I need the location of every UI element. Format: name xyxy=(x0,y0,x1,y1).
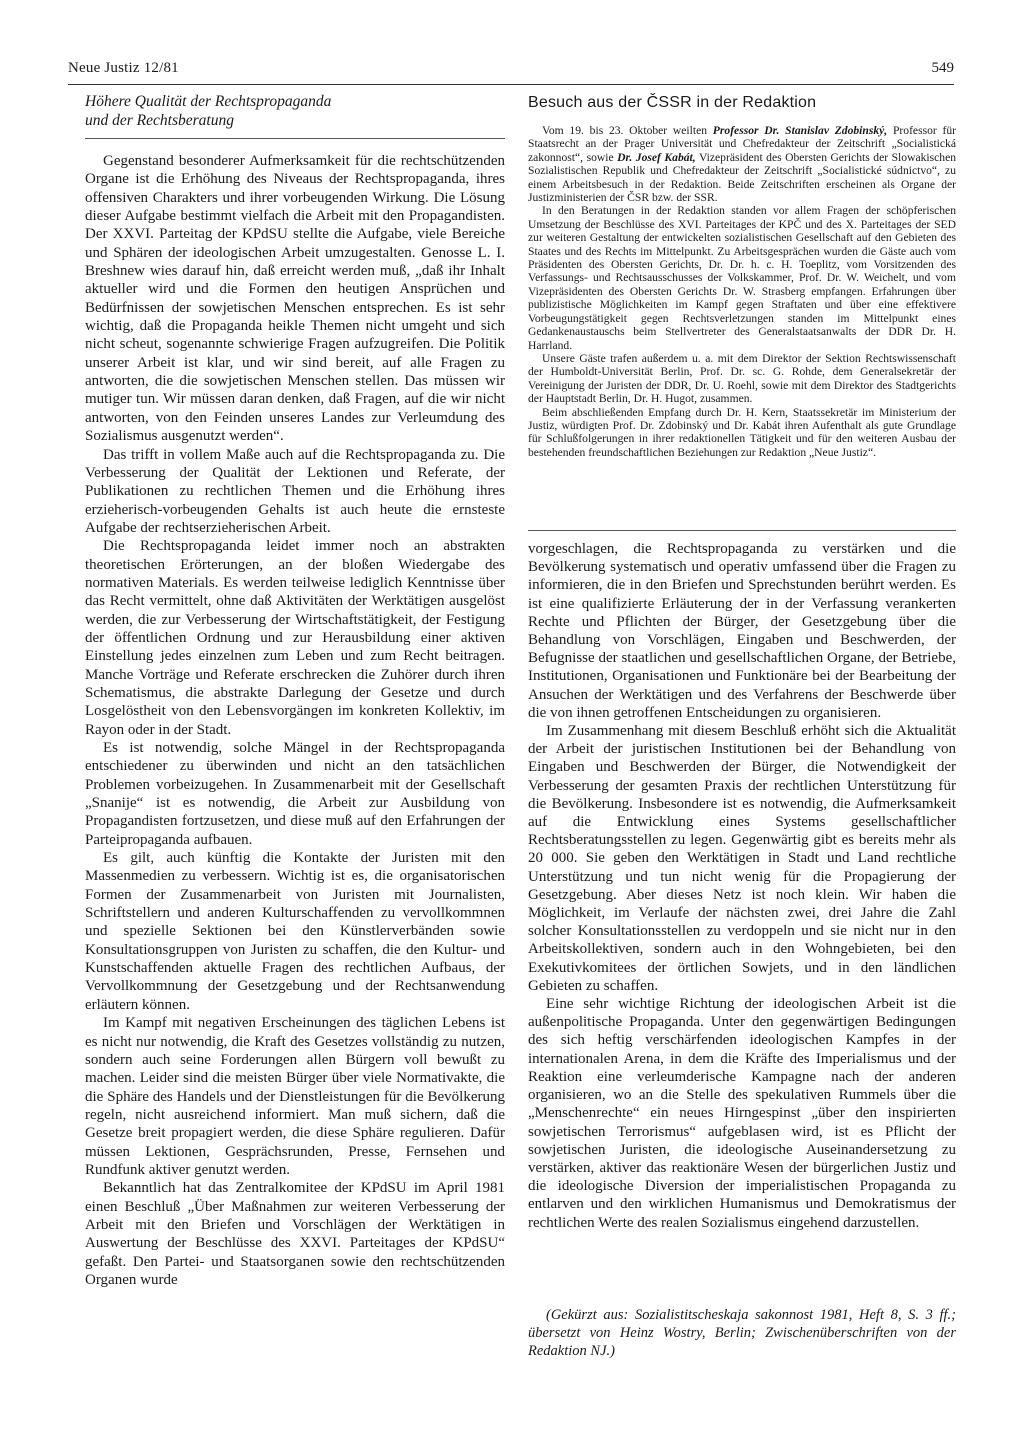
paragraph: Die Rechtspropaganda leidet immer noch an abstrakten theoretischen Erörterungen, an der bloßen Wiedergabe des normativen Materials. Es werden teilweise lediglich Kenntnisse über das Recht vermittelt, ohne daß Aktivitäten der Werktätigen ausgelöst werden, die zur Verbesserung der Wirtschaftstätigkeit, der Festigung der öffentlichen Ordnung und zur Herausbildung einer aktiven Einstellung jedes einzelnen zum Leben und zum Recht beitragen. Manche Vorträge und Referate erschrecken die Zuhörer durch ihren Schematismus, die abstrakte Darlegung der Gesetze und durch Losgelöstheit von den Lebensvorgängen im konkreten Kollektiv, im Rayon oder in der Stadt. xyxy=(85,538,505,738)
news-box-rule xyxy=(528,530,956,531)
paragraph: Im Zusammenhang mit diesem Beschluß erhöht sich die Aktualität der Arbeit der juristischen Institutionen bei der Behandlung von Eingaben und Beschwerden der Bürger, die Notwendigkeit der Verbesserung der gesamten Praxis der rechtlichen Unterstützung für die Bevölkerung. Insbesondere ist es notwendig, die Aufmerksamkeit auf die Entwicklung eines Systems gesellschaftlicher Rechtsberatungsstellen zu legen. Gegenwärtig gibt es bereits mehr als 20 000. Sie geben den Werktätigen in Stadt und Land rechtliche Unterstützung und tun nicht wenig für die Propagierung der Gesetzgebung. Aber dieses Netz ist noch klein. Wir haben die Möglichkeit, im Verlaufe der nächsten zwei, drei Jahre die Zahl solcher Konsultationsstellen zu verdoppeln und sie nicht nur in den Arbeitskollektiven, sondern auch in den Wohngebieten, bei den Exekutivkomitees der örtlichen Sowjets, und in den ländlichen Gebieten zu schaffen. xyxy=(528,723,956,994)
paragraph: Es ist notwendig, solche Mängel in der Rechtspropaganda entschiedener zu überwinden und nicht an den tatsächlichen Problemen vorbeizugehen. In Zusammenarbeit mit der Gesellschaft „Snanije“ ist es notwendig, die Arbeit zur Ausbildung von Propagandisten fortzusetzen, und diese muß auf den Erfahrungen der Parteipropaganda aufbauen. xyxy=(85,740,505,848)
news-box-text xyxy=(528,124,956,459)
news-box-paragraph xyxy=(528,124,956,204)
news-box-heading: Besuch aus der ČSSR in der Redaktion xyxy=(528,94,817,111)
paragraph: Eine sehr wichtige Richtung der ideologischen Arbeit ist die außenpolitische Propaganda. Unter den gegenwärtigen Bedingungen des sich heftig verschärfenden ideologischen Kampfes in der internationalen Arena, in dem die Kräfte des Imperialismus und der Reaktion eine verleumderische Kampagne nach der anderen organisieren, wo an die Stelle des spekulativen Rummels über die „Menschenrechte“ ein neues Hirngespinst „über den inspirierten sowjetischen Terrorismus“ aufgeblasen wird, ist es Pflicht der sowjetischen Juristen, die ideologische Auseinandersetzung zu verstärken, aktiver das reaktionäre Wesen der bürgerlichen Justiz und die ideologische Diversion der imperialistischen Propaganda zu entlarven und den wirklichen Humanismus und Demokratismus der rechtlichen Werte des realen Sozialismus eingehend darzustellen. xyxy=(528,996,956,1231)
section-heading-line: und der Rechtsberatung xyxy=(85,112,234,129)
page-number: 549 xyxy=(931,60,954,76)
section-heading-line: Höhere Qualität der Rechtspropaganda xyxy=(85,93,332,110)
news-box-paragraph: Unsere Gäste trafen außerdem u. a. mit dem Direktor der Sektion Rechtswissenschaft der Humboldt-Universität Berlin, Prof. Dr. sc. G. Rohde, dem Generalsekretär der Vereinigung der Juristen der DDR, Dr. U. Roehl, sowie mit dem Direktor des Stadtgerichts der Hauptstadt Berlin, Dr. H. Hugot, zusammen. xyxy=(528,351,956,406)
paragraph: Im Kampf mit negativen Erscheinungen des täglichen Lebens ist es nicht nur notwendig, die Kraft des Gesetzes vollständig zu nutzen, sondern auch seine Forderungen allen Bürgern voll bewußt zu machen. Leider sind die meisten Bürger über viele Normativakte, die die Sphäre des Handels und der Dienstleistungen für die Bevölkerung regeln, nicht ausreichend informiert. Man muß sichern, daß die Gesetze breit propagiert werden, die diese Sphäre regulieren. Dafür müssen Lektionen, Gesprächsrunden, Presse, Fernsehen und Rundfunk aktiver genutzt werden. xyxy=(85,1015,505,1178)
source-note: (Gekürzt aus: Sozialistitscheskaja sakonnost 1981, Heft 8, S. 3 ff.; übersetzt von Heinz Wostry, Berlin; Zwischenüberschriften von der Redaktion NJ.) xyxy=(528,1307,956,1359)
paragraph: vorgeschlagen, die Rechtspropaganda zu verstärken und die Bevölkerung systematisch und operativ umfassend über die Fragen zu informieren, die in den Briefen und Sprechstunden berührt werden. Es ist eine qualifizierte Erläuterung der in der Verfassung verankerten Rechte und Pflichten der Bürger, der Gesetzgebung über die Behandlung von Vorschlägen, Eingaben und Beschwerden, der Befugnisse der staatlichen und gesellschaftlichen Organe, der Betriebe, Institutionen, Organisationen und Funktionäre bei der Bearbeitung der Ansuchen der Werktätigen und des Verfahrens der Beschwerde über die von ihnen getroffenen Entscheidungen zu organisieren. xyxy=(528,541,956,721)
text-run: Professor für Staatsrecht an der Prager Universität und Chefredakteur der Zeitschrift „Socialistická zakonnost“, sowie xyxy=(528,124,957,164)
heading-rule xyxy=(85,138,505,139)
news-box-paragraph: In den Beratungen in der Redaktion standen vor allem Fragen der schöpferischen Umsetzung der Beschlüsse des XVI. Parteitages der KPČ und des X. Parteitages der SED zur weiteren Gestaltung der entwickelten sozialistischen Gesellschaft auf den Gebieten des Staates und des Rechts im Mittelpunkt. Zu Arbeitsgesprächen wurden die Gäste auch vom Präsidenten des Obersten Gerichts, Dr. Dr. h. c. H. Toeplitz, vom Vorsitzenden des Verfassungs- und Rechtsausschusses der Volkskammer, Prof. Dr. W. Weichelt, und vom Vizepräsidenten des Obersten Gerichts Dr. W. Strasberg empfangen. Erfahrungen über publizistische Möglichkeiten im Kampf gegen Straftaten und über eine effektivere Vorbeugungstätigkeit gegen Rechtsverletzungen standen im Mittelpunkt eines Gedankenaustauschs beim Stellvertreter des Generalstaatsanwalts der DDR Dr. H. Harrland. xyxy=(528,204,956,352)
paragraph: Bekanntlich hat das Zentralkomitee der KPdSU im April 1981 einen Beschluß „Über Maßnahmen zur weiteren Verbesserung der Arbeit mit den Briefen und Vorschlägen der Werktätigen in Auswertung der Beschlüsse des XXVI. Parteitages der KPdSU“ gefaßt. Den Partei- und Staatsorganen sowie den rechtschützenden Organen wurde xyxy=(85,1180,505,1288)
news-box-paragraph: Beim abschließenden Empfang durch Dr. H. Kern, Staatssekretär im Ministerium der Justiz, würdigten Prof. Dr. Zdobinský und Dr. Kabát ihren Aufenthalt als gute Grundlage für Schlußfolgerungen in ihrer redaktionellen Tätigkeit und für den weiteren Ausbau der bestehenden freundschaftlichen Beziehungen zur Redaktion „Neue Justiz“. xyxy=(528,405,956,459)
paragraph: Das trifft in vollem Maße auch auf die Rechtspropaganda zu. Die Verbesserung der Qualität der Lektionen und Referate, der Publikationen zu rechtlichen Themen und die Erhöhung ihres erzieherisch-vorbeugenden Gehalts ist auch heute die ernsteste Aufgabe der rechtserzieherischen Arbeit. xyxy=(85,446,505,536)
right-column-body xyxy=(528,540,956,1232)
guest-name: Dr. Josef Kabát, xyxy=(617,150,696,164)
section-heading xyxy=(85,92,505,130)
running-title: Neue Justiz 12/81 xyxy=(68,60,179,76)
guest-name: Professor Dr. Stanislav Zdobinský, xyxy=(712,124,888,137)
header-rule xyxy=(68,84,954,85)
paragraph: Es gilt, auch künftig die Kontakte der Juristen mit den Massenmedien zu verbessern. Wichtig ist es, die organisatorischen Formen der Zusammenarbeit von Juristen mit Journalisten, Schriftstellern und anderen Kulturschaffenden zu vervollkommnen und spezielle Sektionen bei den Künstlerverbänden sowie Konsultationsgruppen von Juristen zu schaffen, die den Kultur- und Kunstschaffenden aktuelle Fragen des rechtlichen Aufbaus, der Vervollkommnung der Gesetzgebung und der Rechtsanwendung erläutern können. xyxy=(85,850,505,1013)
text-run: Vom 19. bis 23. Oktober weilten xyxy=(542,124,713,137)
text-run: Vizepräsident des Obersten Gerichts der Slowakischen Sozialistischen Republik und Chefredakteur der Zeitschrift „Socialistické súdnictvo“, zu einem Arbeitsbesuch in der Redaktion. Beide Zeitschriften erscheinen als Organe der Justizministerien der ČSR bzw. der SSR. xyxy=(528,150,957,205)
left-column-body xyxy=(85,152,505,1289)
paragraph: Gegenstand besonderer Aufmerksamkeit für die rechtschützenden Organe ist die Erhöhung des Niveaus der Rechtspropaganda, ihres offensiven Charakters und ihrer vorbeugenden Wirkung. Die Lösung dieser Aufgabe bestimmt vielfach die Arbeit mit den Propagandisten. Der XXVI. Parteitag der KPdSU stellte die Aufgabe, viele Bereiche und Sphären der ideologischen Arbeit umzugestalten. Genosse L. I. Breshnew wies darauf hin, daß erreicht werden muß, „daß ihr Inhalt aktueller wird und die Formen den heutigen Ansprüchen und Bedürfnissen der sowjetischen Menschen entsprechen. Es ist sehr wichtig, daß die Propaganda heikle Themen nicht umgeht und sich nicht scheut, sogenannte schwierige Fragen aufzugreifen. Die Politik unserer Arbeit ist klar, und wir sind bereit, auf alle Fragen zu antworten, die die sowjetischen Menschen stellen. Das müssen wir mutiger tun. Wir müssen daran denken, daß Fragen, auf die wir nicht antworten, von den Feinden unseres Landes zur Verleumdung des Sozialismus ausgenutzt werden“. xyxy=(85,153,505,445)
